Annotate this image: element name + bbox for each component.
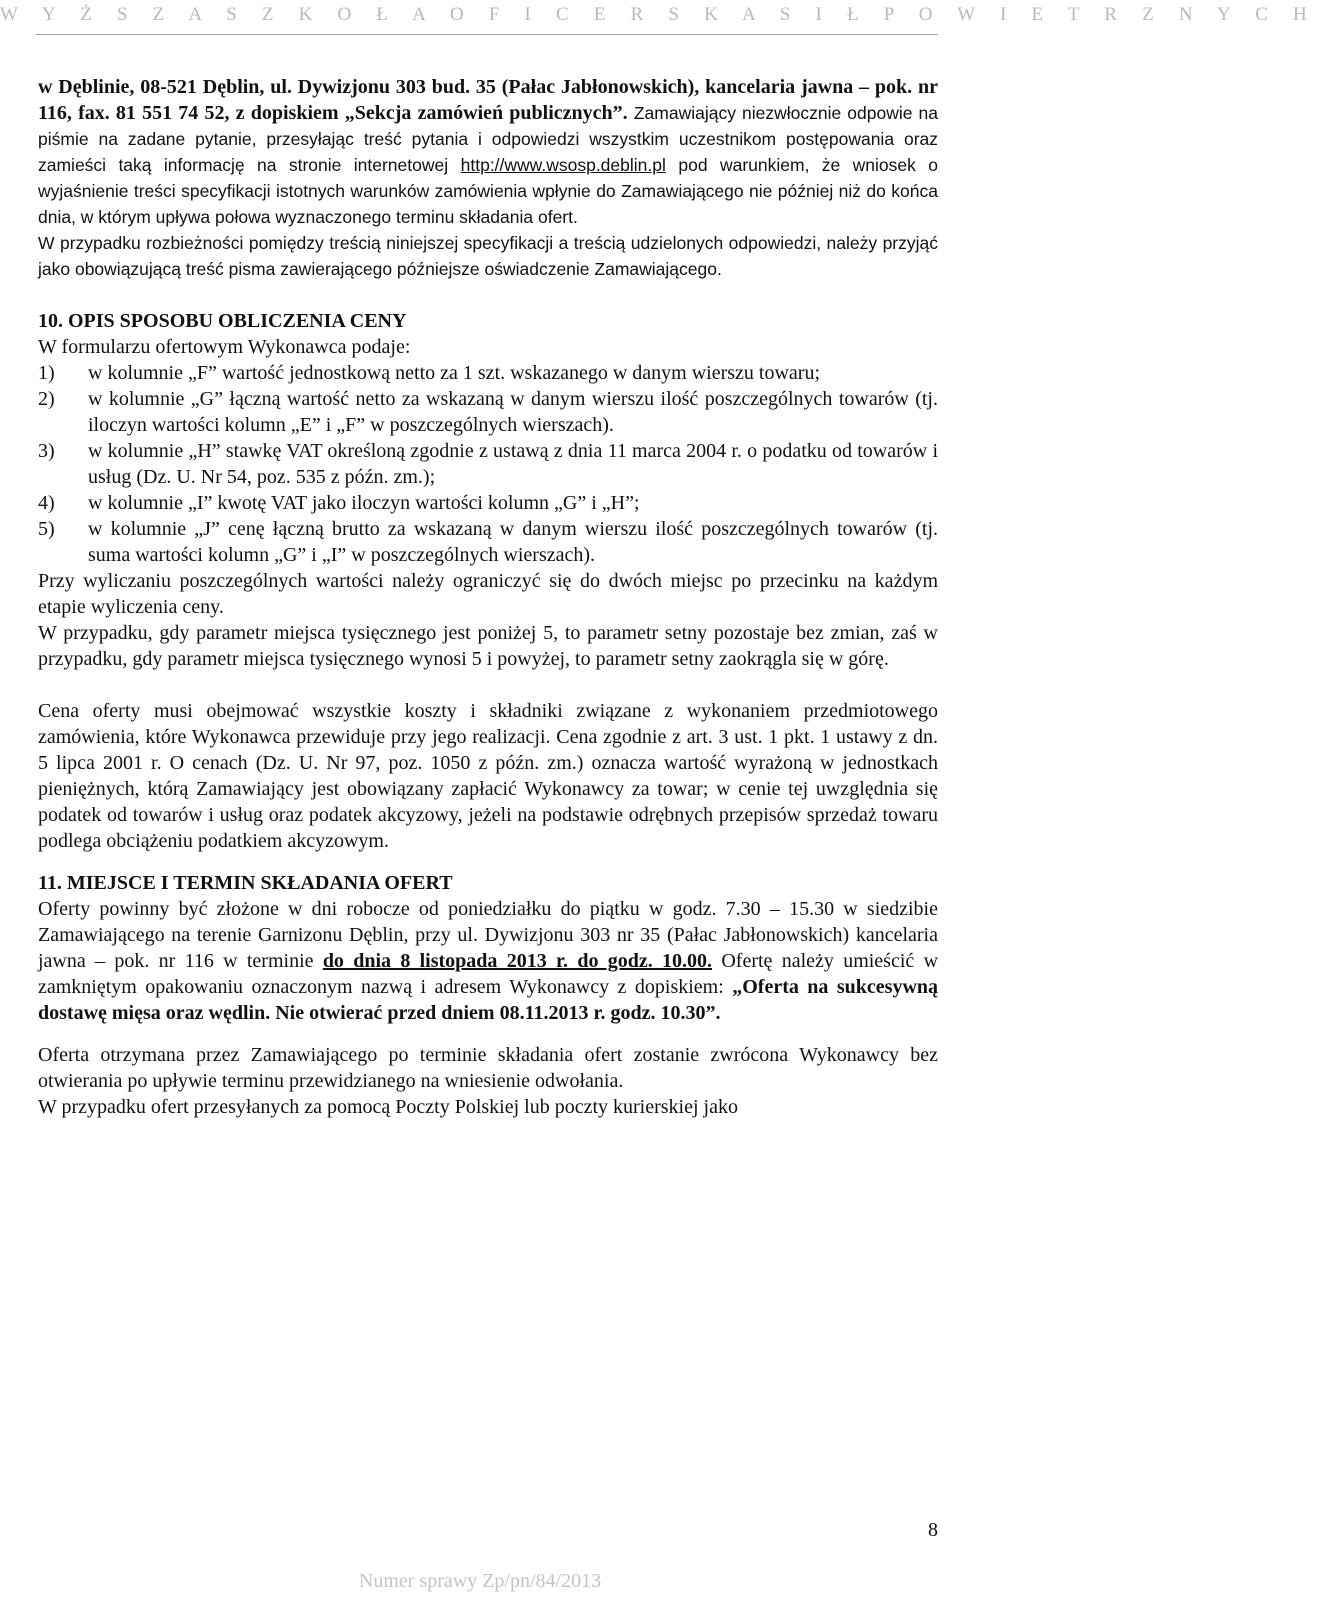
website-link[interactable]: http://www.wsosp.deblin.pl [460,155,666,175]
header-divider [36,34,938,35]
discrepancy-paragraph: W przypadku rozbieżności pomiędzy treścią niniejszej specyfikacji a treścią udzielonych odpowiedzi, należy przyjąć jako obowiązującą treść pisma zawierającego późniejsze oświadczenie Zamawiającego. [38,233,938,279]
submission-paragraph: Oferty powinny być złożone w dni robocze od poniedziałku do piątku w godz. 7.30 – 15.30 w siedzibie Zamawiającego na terenie Garnizonu Dęblin, przy ul. Dywizjonu 303 nr 35 (Pałac Jabłonowskich) kancelaria jawna – pok. nr 116 w terminie do dnia 8 listopada 2013 r. do godz. 10.00. Ofertę należy umieścić w zamkniętym opakowaniu oznaczonym nazwą i adresem Wykonawcy z dopiskiem: „Oferta na sukcesywną dostawę mięsa oraz wędlin. Nie otwierać przed dniem 08.11.2013 r. godz. 10.30”. [38,898,939,1024]
cost-paragraph: Cena oferty musi obejmować wszystkie koszty i składniki związane z wykonaniem przedmiotowego zamówienia, które Wykonawca przewiduje przy jego realizacji. Cena zgodnie z art. 3 ust. 1 pkt. 1 ustawy z dn. 5 lipca 2001 r. O cenach (Dz. U. Nr 97, poz. 1050 z późn. zm.) oznacza wartość wyrażoną w jednostkach pieniężnych, którą Zamawiający jest obowiązany zapłacić Wykonawcy za towar; w cenie tej uwzględnia się podatek od towarów i usług oraz podatek akcyzowy, jeżeli na podstawie odrębnych przepisów sprzedaż towaru podlega obciążeniu podatkiem akcyzowym. [38,700,938,852]
deadline-text: do dnia 8 listopada 2013 r. do godz. 10.00. [322,950,713,972]
page-number: 8 [928,1519,938,1541]
envelope-label-text: „Oferta na sukcesywną dostawę mięsa oraz wędlin. Nie otwierać przed dniem 08.11.2013 r. godz. 10.30”. [38,976,939,1024]
case-number-footer: Numer sprawy Zp/pn/84/2013 [358,1570,602,1592]
spacer [38,282,938,308]
section-11-heading: 11. MIEJSCE I TERMIN SKŁADANIA OFERT [38,872,453,894]
section-10-lead: W formularzu ofertowym Wykonawca podaje: [38,336,411,358]
list-item: 1) w kolumnie „F” wartość jednostkową netto za 1 szt. wskazanego w danym wierszu towaru; [38,362,821,384]
document-body [38,74,938,1120]
condition-text: pod warunkiem, że wniosek o wyjaśnienie treści specyfikacji istotnych warunków zamówienia wpłynie do Zamawiającego nie później niż do końca dnia, w którym upływa połowa wyznaczonego terminu składania ofert. [38,155,939,227]
answer-text: Zamawiający niezwłocznie odpowie na piśmie na zadane pytanie, przesyłając treść pytania i odpowiedzi wszystkim uczestnikom postępowania oraz zamieści taką informację na stronie internetowej [38,103,938,175]
list-item: 5) w kolumnie „J” cenę łączną brutto za wskazaną w danym wierszu ilość poszczególnych towarów (tj. suma wartości kolumn „G” i „I” w poszczególnych wierszach). [38,518,938,566]
list-item: 2) w kolumnie „G” łączną wartość netto za wskazaną w danym wierszu ilość poszczególnych towarów (tj. iloczyn wartości kolumn „E” i „F” w poszczególnych wierszach). [38,388,938,436]
late-offer-paragraph: Oferta otrzymana przez Zamawiającego po terminie składania ofert zostanie zwrócona Wykonawcy bez otwierania po upływie terminu przewidzianego na wniesienie odwołania. [38,1044,938,1092]
spacer [38,672,938,698]
intro-paragraph [38,74,938,230]
postal-paragraph: W przypadku ofert przesyłanych za pomocą Poczty Polskiej lub poczty kurierskiej jako [38,1096,738,1118]
rounding-paragraph: Przy wyliczaniu poszczególnych wartości należy ograniczyć się do dwóch miejsc po przecinku na każdym etapie wyliczenia ceny. [38,570,938,618]
spacer [38,1026,938,1042]
parameter-paragraph: W przypadku, gdy parametr miejsca tysięcznego jest poniżej 5, to parametr setny pozostaje bez zmian, zaś w przypadku, gdy parametr miejsca tysięcznego wynosi 5 i powyżej, to parametr setny zaokrągla się w górę. [38,622,938,670]
spacer [38,854,938,870]
page-header: W Y Ż S Z A S Z K O Ł A O F I C E R S K A S I Ł P O W I E T R Z N Y C H [0,4,1317,25]
list-item: 3) w kolumnie „H” stawkę VAT określoną zgodnie z ustawą z dnia 11 marca 2004 r. o podatku od towarów i usług (Dz. U. Nr 54, poz. 535 z późn. zm.); [38,440,938,488]
price-columns-list [38,360,938,568]
address-text: w Dęblinie, 08-521 Dęblin, ul. Dywizjonu 303 bud. 35 (Pałac Jabłonowskich), kancelaria jawna – pok. nr 116, fax. 81 551 74 52, z dopiskiem „Sekcja zamówień publicznych”. [38,76,938,124]
list-item: 4) w kolumnie „I” kwotę VAT jako iloczyn wartości kolumn „G” i „H”; [38,492,640,514]
section-10-heading: 10. OPIS SPOSOBU OBLICZENIA CENY [38,310,407,332]
